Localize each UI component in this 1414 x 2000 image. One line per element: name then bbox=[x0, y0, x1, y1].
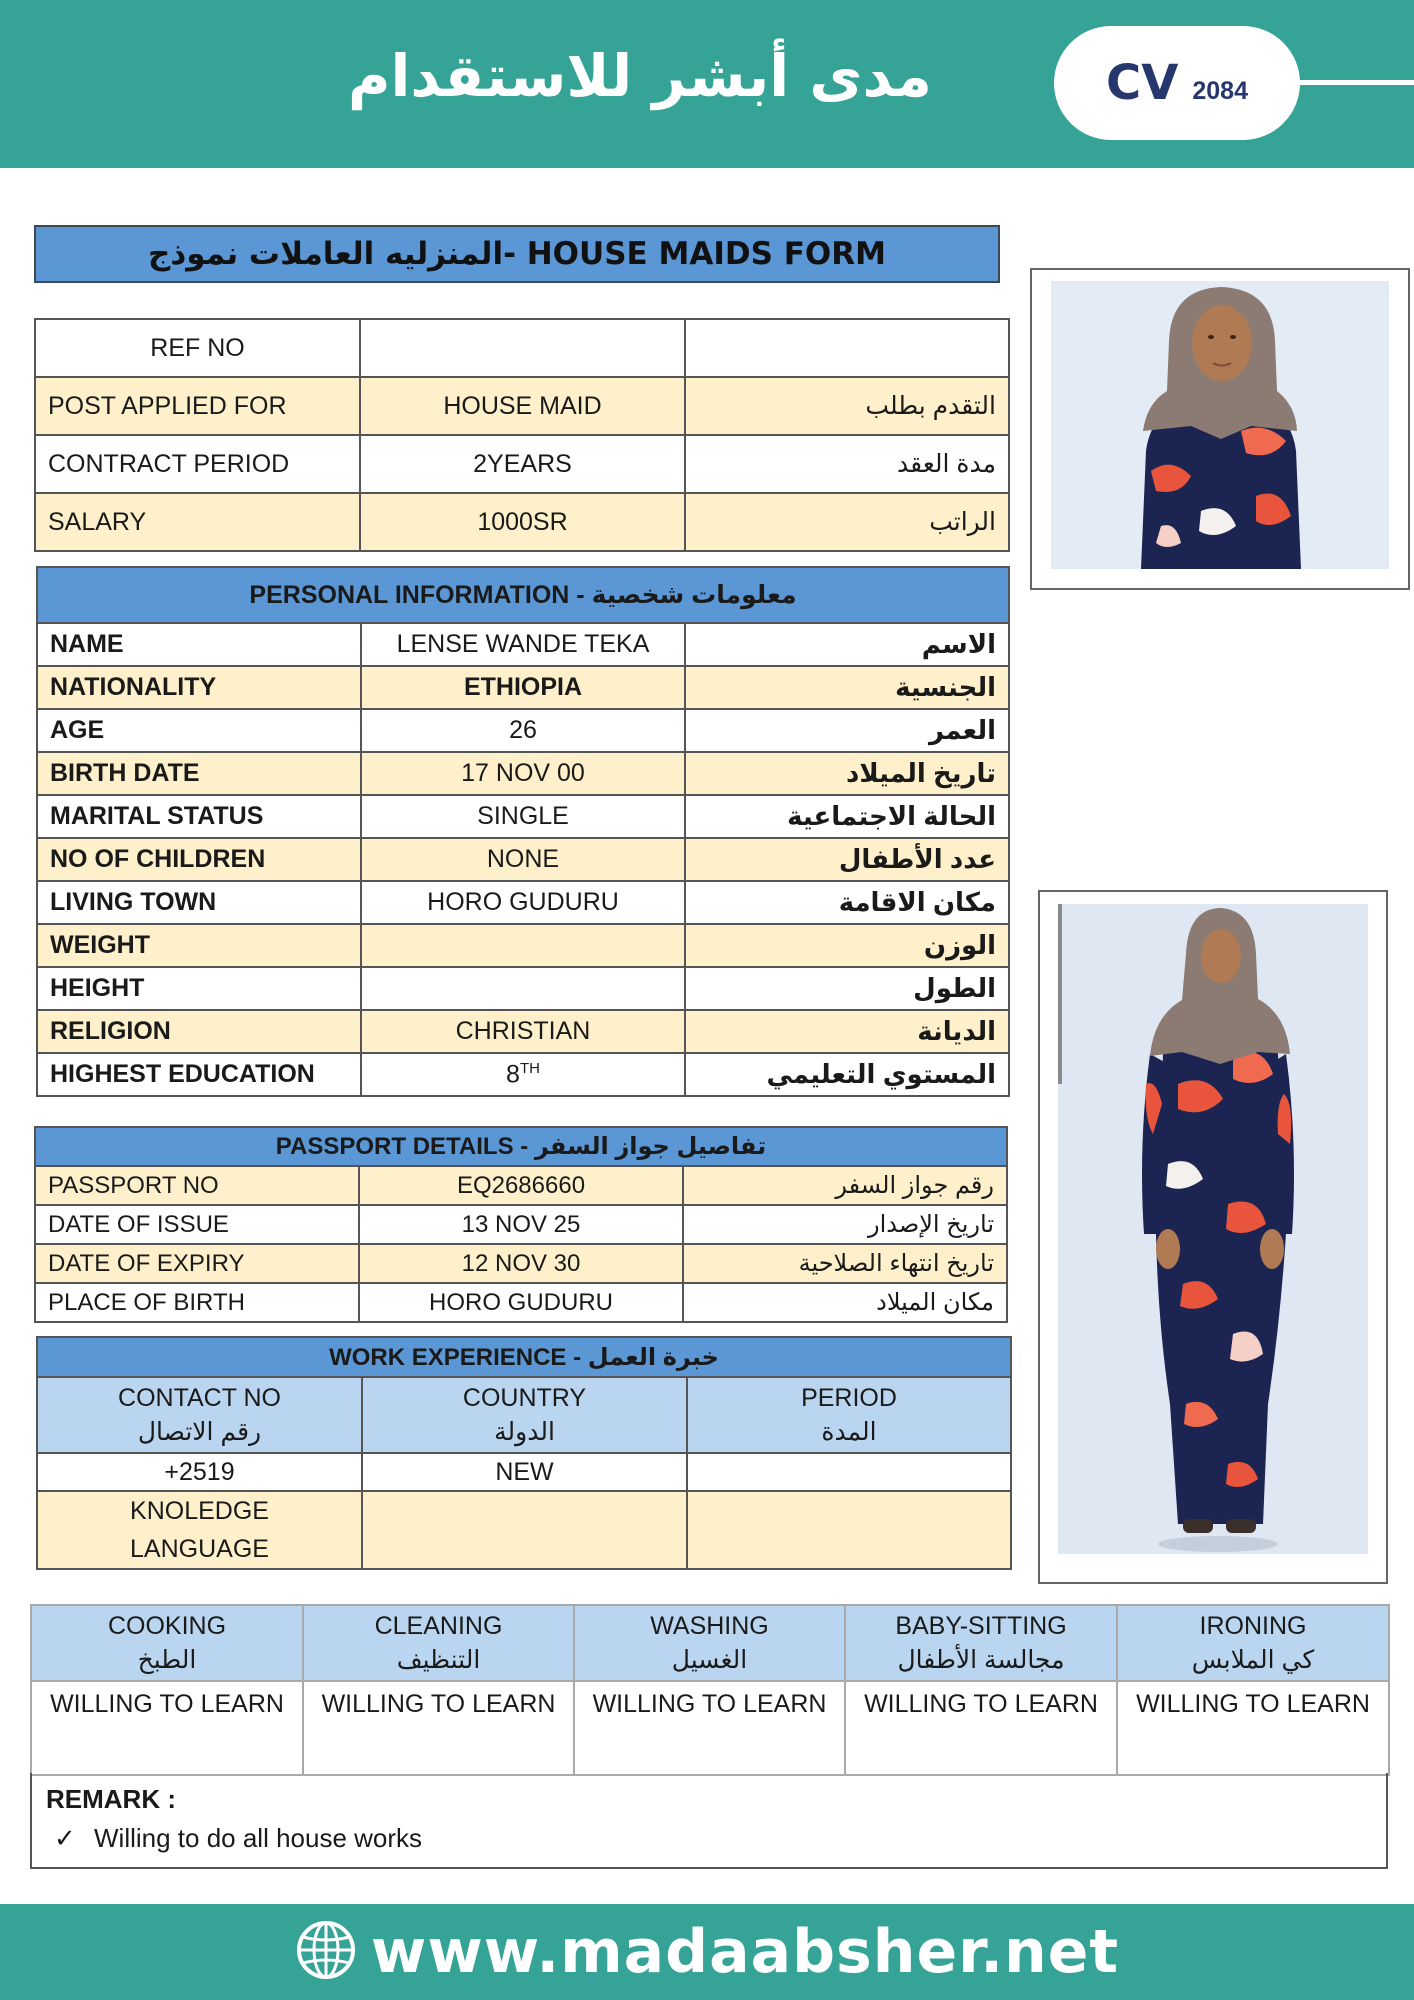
table-row bbox=[35, 319, 1009, 377]
personal-info-heading: PERSONAL INFORMATION - معلومات شخصية bbox=[37, 567, 1009, 623]
marital-status-arabic: الحالة الاجتماعية bbox=[685, 795, 1009, 838]
skill-ironing-en: IRONING bbox=[1199, 1612, 1307, 1640]
knowledge-value-2 bbox=[687, 1491, 1011, 1569]
passport-no-value: EQ2686660 bbox=[359, 1166, 683, 1205]
height-arabic: الطول bbox=[685, 967, 1009, 1010]
skill-cleaning bbox=[303, 1605, 574, 1681]
portrait-photo bbox=[1051, 281, 1389, 569]
expiry-date-label: DATE OF EXPIRY bbox=[35, 1244, 359, 1283]
name-value: LENSE WANDE TEKA bbox=[361, 623, 685, 666]
issue-date-value: 13 NOV 25 bbox=[359, 1205, 683, 1244]
table-row bbox=[37, 623, 1009, 666]
living-town-arabic: مكان الاقامة bbox=[685, 881, 1009, 924]
section-header-row bbox=[37, 1337, 1011, 1377]
marital-status-value: SINGLE bbox=[361, 795, 685, 838]
ref-no-value bbox=[360, 319, 685, 377]
remark-text: Willing to do all house works bbox=[94, 1823, 423, 1853]
contact-column-header bbox=[37, 1377, 362, 1453]
skill-baby-sitting-en: BABY-SITTING bbox=[895, 1612, 1067, 1640]
table-row bbox=[35, 1166, 1007, 1205]
nationality-value: ETHIOPIA bbox=[361, 666, 685, 709]
living-town-label: LIVING TOWN bbox=[37, 881, 361, 924]
skill-cleaning-level: WILLING TO LEARN bbox=[303, 1681, 574, 1775]
globe-icon bbox=[295, 1919, 357, 1986]
issue-date-label: DATE OF ISSUE bbox=[35, 1205, 359, 1244]
education-number: 8 bbox=[506, 1060, 520, 1089]
portrait-photo-frame bbox=[1030, 268, 1410, 590]
remark-item bbox=[46, 1819, 1372, 1857]
name-arabic: الاسم bbox=[685, 623, 1009, 666]
work-experience-table bbox=[36, 1336, 1012, 1570]
table-row bbox=[37, 1491, 1011, 1569]
post-value: HOUSE MAID bbox=[360, 377, 685, 435]
table-row bbox=[37, 924, 1009, 967]
nationality-arabic: الجنسية bbox=[685, 666, 1009, 709]
education-label: HIGHEST EDUCATION bbox=[37, 1053, 361, 1096]
skill-baby-sitting bbox=[845, 1605, 1117, 1681]
table-row bbox=[37, 881, 1009, 924]
contract-arabic: مدة العقد bbox=[685, 435, 1009, 493]
skill-cleaning-en: CLEANING bbox=[374, 1612, 503, 1640]
table-row bbox=[37, 752, 1009, 795]
table-row bbox=[37, 666, 1009, 709]
country-column-ar: الدولة bbox=[494, 1418, 555, 1446]
contract-value: 2YEARS bbox=[360, 435, 685, 493]
header-divider bbox=[1300, 80, 1414, 85]
skill-washing-level: WILLING TO LEARN bbox=[574, 1681, 845, 1775]
table-row bbox=[35, 1205, 1007, 1244]
salary-value: 1000SR bbox=[360, 493, 685, 551]
country-column-header bbox=[362, 1377, 687, 1453]
website-url[interactable]: www.madaabsher.net bbox=[370, 1917, 1120, 1987]
period-value bbox=[687, 1453, 1011, 1491]
skill-baby-sitting-level: WILLING TO LEARN bbox=[845, 1681, 1117, 1775]
skill-cooking-en: COOKING bbox=[107, 1612, 227, 1640]
skill-ironing bbox=[1117, 1605, 1389, 1681]
skill-cleaning-ar: التنظيف bbox=[396, 1646, 481, 1674]
height-label: HEIGHT bbox=[37, 967, 361, 1010]
table-row bbox=[35, 1283, 1007, 1322]
salary-label: SALARY bbox=[35, 493, 360, 551]
checkmark-icon: ✓ bbox=[54, 1823, 76, 1853]
religion-label: RELIGION bbox=[37, 1010, 361, 1053]
table-row bbox=[37, 967, 1009, 1010]
work-experience-heading: WORK EXPERIENCE - خبرة العمل bbox=[37, 1337, 1011, 1377]
brand-title: مدى أبشر للاستقدام bbox=[348, 42, 932, 110]
country-column-en: COUNTRY bbox=[462, 1384, 587, 1412]
skill-cooking bbox=[31, 1605, 303, 1681]
remark-title: REMARK : bbox=[46, 1784, 176, 1814]
religion-value: CHRISTIAN bbox=[361, 1010, 685, 1053]
nationality-label: NATIONALITY bbox=[37, 666, 361, 709]
table-row bbox=[35, 377, 1009, 435]
table-row bbox=[35, 1244, 1007, 1283]
issue-date-arabic: تاريخ الإصدار bbox=[683, 1205, 1007, 1244]
height-value bbox=[361, 967, 685, 1010]
skill-cooking-level: WILLING TO LEARN bbox=[31, 1681, 303, 1775]
post-arabic: التقدم بطلب bbox=[685, 377, 1009, 435]
full-body-photo-frame bbox=[1038, 890, 1388, 1584]
education-suffix: TH bbox=[519, 1059, 540, 1077]
column-header-row bbox=[37, 1377, 1011, 1453]
skills-header-row bbox=[31, 1605, 1389, 1681]
passport-no-label: PASSPORT NO bbox=[35, 1166, 359, 1205]
passport-no-arabic: رقم جواز السفر bbox=[683, 1166, 1007, 1205]
age-label: AGE bbox=[37, 709, 361, 752]
living-town-value: HORO GUDURU bbox=[361, 881, 685, 924]
page-header bbox=[0, 0, 1414, 168]
table-row bbox=[37, 838, 1009, 881]
skills-level-row bbox=[31, 1681, 1389, 1775]
remark-box bbox=[30, 1773, 1388, 1869]
education-arabic: المستوي التعليمي bbox=[685, 1053, 1009, 1096]
period-column-header bbox=[687, 1377, 1011, 1453]
table-row bbox=[37, 1453, 1011, 1491]
weight-arabic: الوزن bbox=[685, 924, 1009, 967]
knowledge-language-label bbox=[37, 1491, 362, 1569]
birth-date-label: BIRTH DATE bbox=[37, 752, 361, 795]
post-label: POST APPLIED FOR bbox=[35, 377, 360, 435]
skill-baby-sitting-ar: مجالسة الأطفال bbox=[897, 1646, 1065, 1674]
contact-column-en: CONTACT NO bbox=[118, 1384, 281, 1412]
skills-table bbox=[30, 1604, 1390, 1776]
name-label: NAME bbox=[37, 623, 361, 666]
personal-info-table bbox=[36, 566, 1010, 1097]
passport-table bbox=[34, 1126, 1008, 1323]
contact-column-ar: رقم الاتصال bbox=[137, 1418, 262, 1446]
country-value: NEW bbox=[362, 1453, 687, 1491]
table-row bbox=[37, 1010, 1009, 1053]
cv-label: CV bbox=[1106, 55, 1179, 111]
section-header-row bbox=[35, 1127, 1007, 1166]
table-row bbox=[37, 1053, 1009, 1096]
contract-label: CONTRACT PERIOD bbox=[35, 435, 360, 493]
marital-status-label: MARITAL STATUS bbox=[37, 795, 361, 838]
skill-cooking-ar: الطبخ bbox=[137, 1646, 197, 1674]
religion-arabic: الديانة bbox=[685, 1010, 1009, 1053]
knowledge-value-1 bbox=[362, 1491, 687, 1569]
education-value bbox=[361, 1053, 685, 1096]
skill-washing-en: WASHING bbox=[650, 1612, 769, 1640]
age-arabic: العمر bbox=[685, 709, 1009, 752]
table-row bbox=[35, 435, 1009, 493]
skill-ironing-level: WILLING TO LEARN bbox=[1117, 1681, 1389, 1775]
children-value: NONE bbox=[361, 838, 685, 881]
birth-date-arabic: تاريخ الميلاد bbox=[685, 752, 1009, 795]
children-arabic: عدد الأطفال bbox=[685, 838, 1009, 881]
cv-number: 2084 bbox=[1192, 76, 1248, 105]
knowledge-label: KNOLEDGE bbox=[130, 1497, 269, 1525]
cv-badge bbox=[1054, 26, 1300, 140]
ref-no-label: REF NO bbox=[35, 319, 360, 377]
table-row bbox=[37, 709, 1009, 752]
birth-place-arabic: مكان الميلاد bbox=[683, 1283, 1007, 1322]
table-row bbox=[35, 493, 1009, 551]
period-column-ar: المدة bbox=[821, 1418, 877, 1446]
full-body-photo bbox=[1058, 904, 1368, 1554]
weight-value bbox=[361, 924, 685, 967]
birth-place-label: PLACE OF BIRTH bbox=[35, 1283, 359, 1322]
section-header-row bbox=[37, 567, 1009, 623]
language-label: LANGUAGE bbox=[130, 1535, 269, 1563]
expiry-date-value: 12 NOV 30 bbox=[359, 1244, 683, 1283]
table-row bbox=[37, 795, 1009, 838]
skill-ironing-ar: كي الملابس bbox=[1191, 1646, 1315, 1674]
weight-label: WEIGHT bbox=[37, 924, 361, 967]
skill-washing bbox=[574, 1605, 845, 1681]
form-title: المنزليه العاملات نموذج- HOUSE MAIDS FORM bbox=[34, 225, 1000, 283]
passport-heading: PASSPORT DETAILS - تفاصيل جواز السفر bbox=[35, 1127, 1007, 1166]
skill-washing-ar: الغسيل bbox=[671, 1646, 748, 1674]
children-label: NO OF CHILDREN bbox=[37, 838, 361, 881]
ref-no-arabic bbox=[685, 319, 1009, 377]
birth-date-value: 17 NOV 00 bbox=[361, 752, 685, 795]
expiry-date-arabic: تاريخ انتهاء الصلاحية bbox=[683, 1244, 1007, 1283]
birth-place-value: HORO GUDURU bbox=[359, 1283, 683, 1322]
salary-arabic: الراتب bbox=[685, 493, 1009, 551]
application-table bbox=[34, 318, 1010, 552]
period-column-en: PERIOD bbox=[801, 1384, 897, 1412]
age-value: 26 bbox=[361, 709, 685, 752]
contact-no-value: +2519 bbox=[37, 1453, 362, 1491]
page-footer bbox=[0, 1904, 1414, 2000]
